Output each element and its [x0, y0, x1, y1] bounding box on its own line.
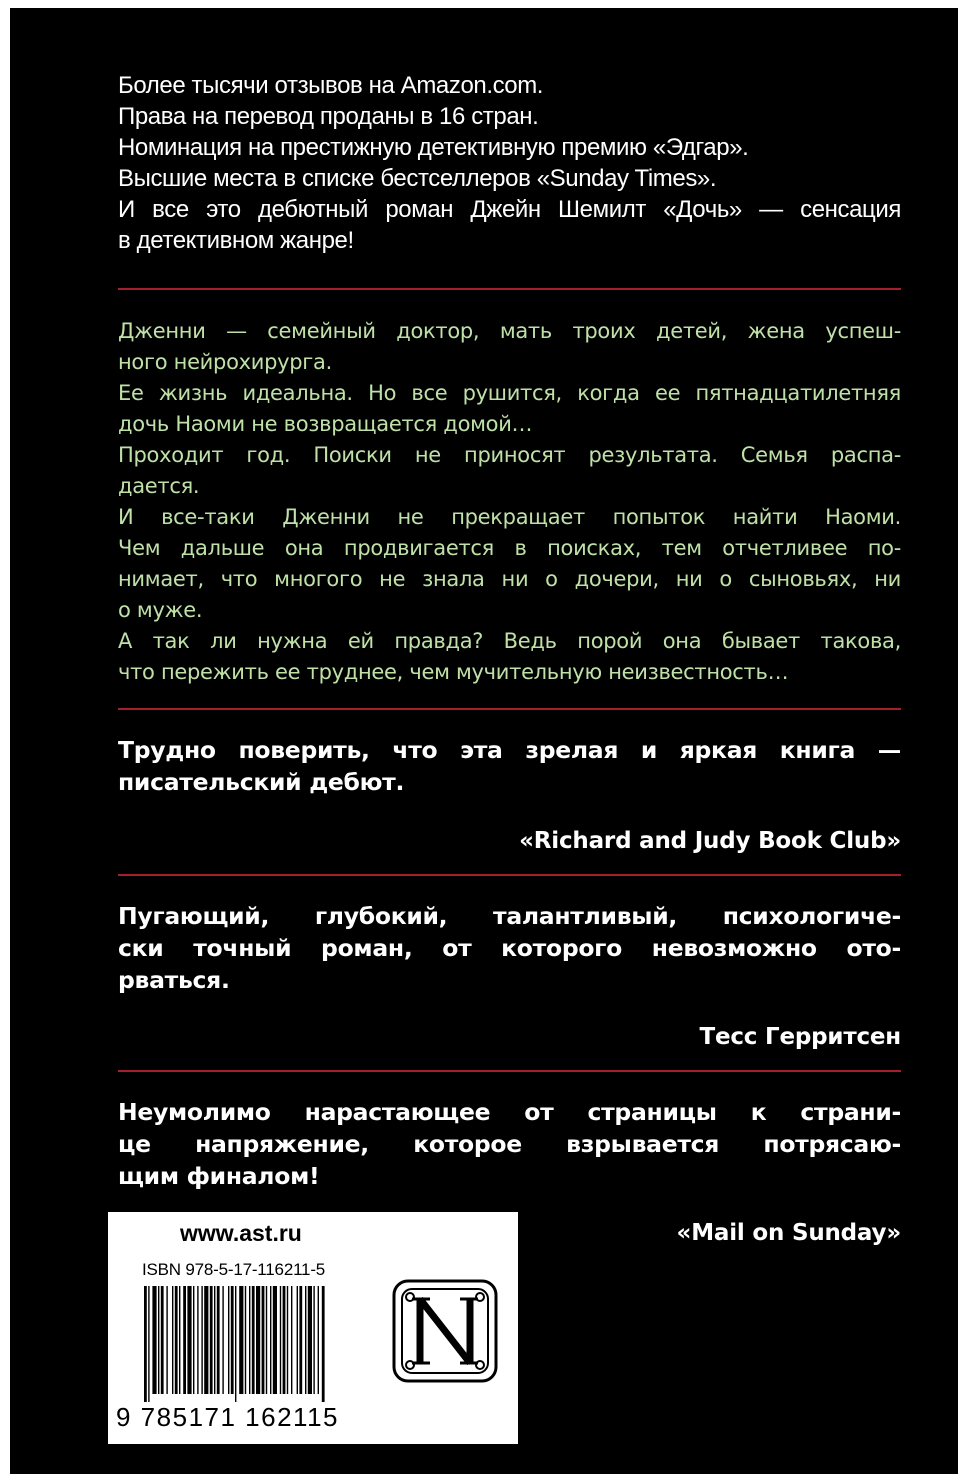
intro-line: Права на перевод проданы в 16 стран. [118, 103, 539, 130]
publisher-url: www.ast.ru [180, 1220, 302, 1246]
review-line: ски точный роман, от которого невозможно ото- [118, 934, 901, 962]
review-line: рваться. [118, 966, 230, 994]
review-line: писательский дебют. [118, 768, 405, 796]
review-line: Пугающий, глубокий, талантливый, психологиче- [118, 902, 901, 930]
intro-line: в детективном жанре! [118, 227, 354, 254]
barcode-digits: 9 785171 162115 [116, 1402, 339, 1432]
synopsis-line: Ее жизнь идеальна. Но все рушится, когда ее пятнадцатилетняя [118, 381, 901, 405]
review-quote [118, 734, 901, 798]
divider [118, 874, 901, 876]
divider [118, 288, 901, 290]
review-line: щим финалом! [118, 1162, 320, 1190]
barcode-icon [144, 1286, 382, 1402]
review-quote [118, 1096, 901, 1192]
synopsis-line: Чем дальше она продвигается в поисках, тем отчетливее по- [118, 536, 901, 560]
review-line: Трудно поверить, что эта зрелая и яркая книга — [118, 736, 901, 764]
review-source: «Richard and Judy Book Club» [519, 828, 901, 854]
synopsis-block [118, 316, 901, 688]
intro-line: Более тысячи отзывов на Amazon.com. [118, 72, 544, 99]
intro-block [118, 70, 901, 256]
synopsis-line: Проходит год. Поиски не приносят результата. Семья распа- [118, 443, 901, 467]
review-quote [118, 900, 901, 996]
isbn-label: ISBN 978-5-17-116211-5 [142, 1260, 326, 1279]
synopsis-line: Дженни — семейный доктор, мать троих детей, жена успеш- [118, 319, 901, 343]
divider [118, 1070, 901, 1072]
synopsis-line: И все-таки Дженни не прекращает попыток найти Наоми. [118, 505, 901, 529]
review-source: «Mail on Sunday» [676, 1220, 901, 1246]
intro-line: Высшие места в списке бестселлеров «Sunday Times». [118, 165, 717, 192]
synopsis-line: о муже. [118, 598, 203, 622]
synopsis-line: нимает, что многого не знала ни о дочери, ни о сыновьях, ни [118, 567, 901, 591]
synopsis-line: А так ли нужна ей правда? Ведь порой она бывает такова, [118, 629, 901, 653]
intro-line: И все это дебютный роман Джейн Шемилт «Дочь» — сенсация [118, 196, 901, 223]
publisher-logo-icon [390, 1277, 500, 1385]
review-line: Неумолимо нарастающее от страницы к страни- [118, 1098, 901, 1126]
synopsis-line: что пережить ее труднее, чем мучительную неизвестность… [118, 660, 789, 684]
divider [118, 708, 901, 710]
review-line: це напряжение, которое взрывается потрясаю- [118, 1130, 901, 1158]
barcode-panel [108, 1212, 518, 1444]
synopsis-line: дается. [118, 474, 200, 498]
synopsis-line: ного нейрохирурга. [118, 350, 332, 374]
intro-line: Номинация на престижную детективную премию «Эдгар». [118, 134, 749, 161]
synopsis-line: дочь Наоми не возвращается домой… [118, 412, 533, 436]
review-source: Тесс Герритсен [699, 1024, 901, 1050]
